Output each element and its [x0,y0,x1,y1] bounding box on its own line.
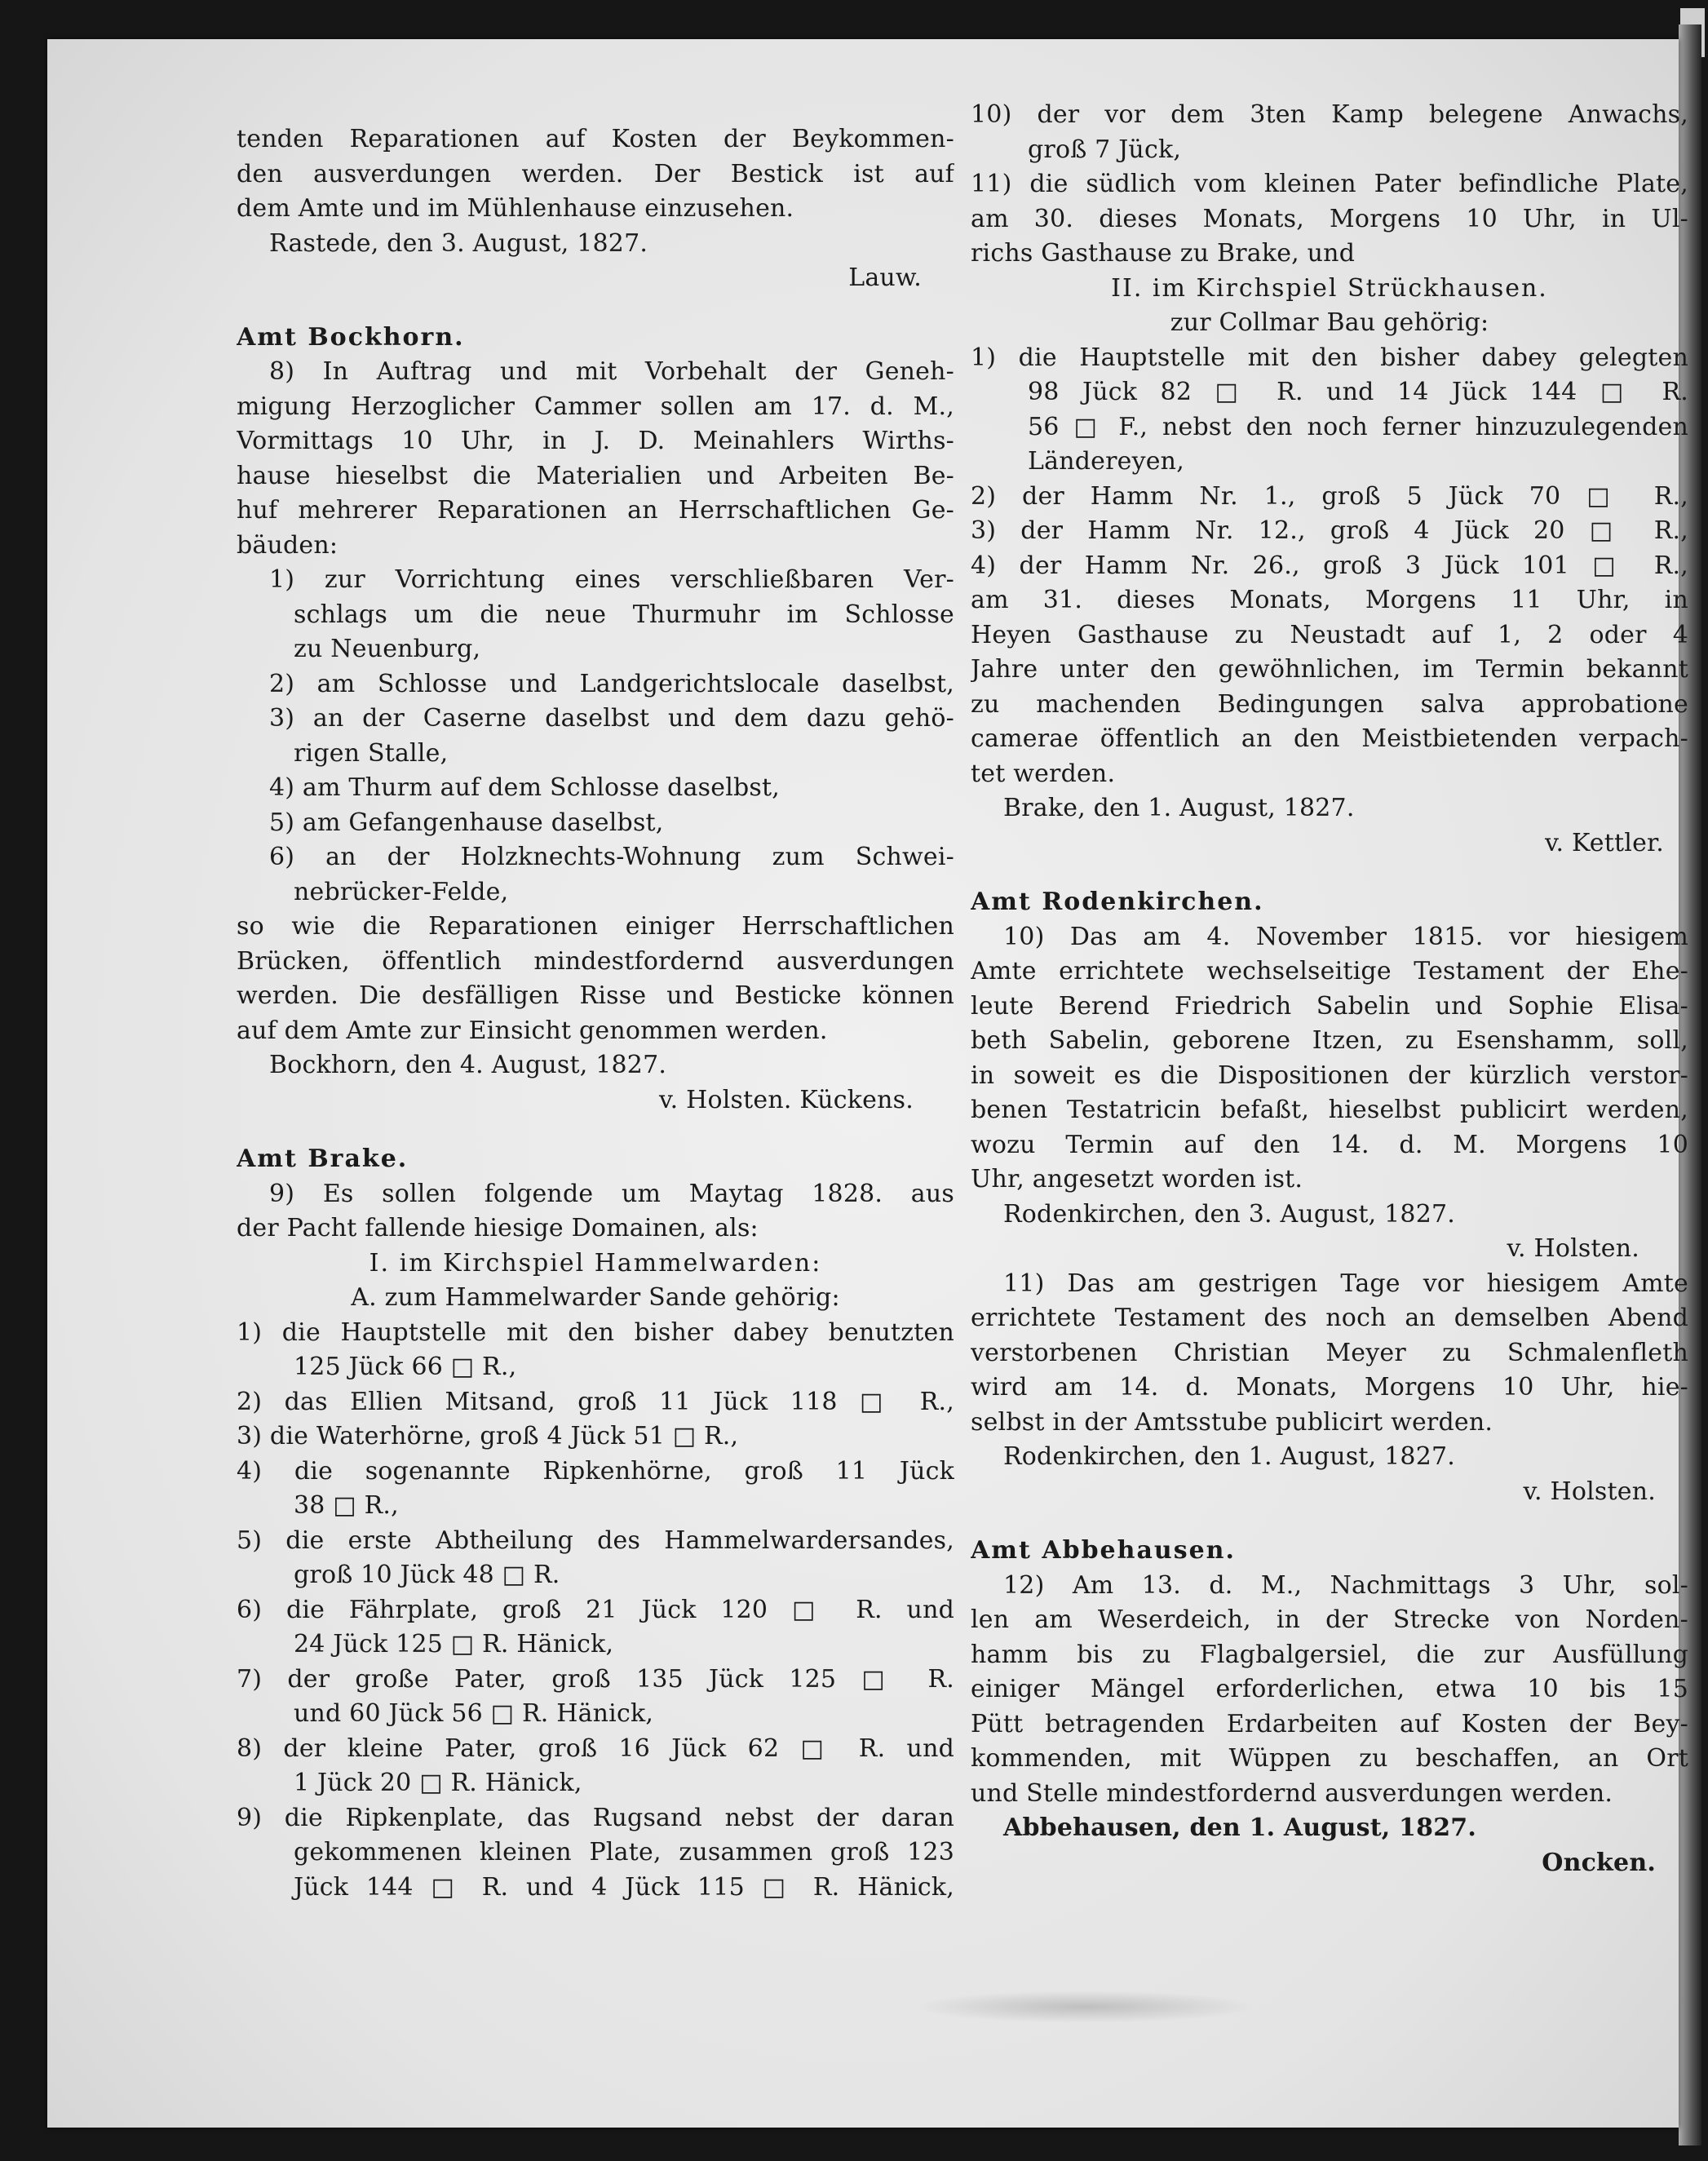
list-item: gekommenen kleinen Plate, zusammen groß 123 [294,1838,954,1867]
dateline: Abbehausen, den 1. August, 1827. [1003,1813,1476,1842]
text-line: und Stelle mindestfordernd ausverdungen werden. [971,1778,1613,1808]
text-line: am 30. dieses Monats, Morgens 10 Uhr, in Ul- [971,204,1688,233]
dateline: Brake, den 1. August, 1827. [1003,794,1355,822]
text-line: selbst in der Amtsstube publicirt werden. [971,1407,1493,1437]
text-line: Uhr, angesetzt worden ist. [971,1165,1303,1193]
list-item: 98 Jück 82 □ R. und 14 Jück 144 □ R. [1028,378,1688,406]
text-line: richs Gasthause zu Brake, und [971,239,1356,268]
list-item: nebrücker-Felde, [294,877,509,906]
signature: v. Kettler. [1544,828,1664,857]
text-line: den ausverdungen werden. Der Bestick ist auf [237,159,954,188]
list-item: zu Neuenburg, [294,635,481,663]
text-line: Amte errichtete wechselseitige Testament der Ehe- [971,957,1688,985]
text-line: benen Testatricin befaßt, hieselbst publicirt werden, [971,1096,1688,1124]
list-item: 10) der vor dem 3ten Kamp belegene Anwachs, [971,100,1688,129]
dateline: Rastede, den 3. August, 1827. [269,228,648,258]
subheading: A. zum Hammelwarder Sande gehörig: [351,1283,840,1312]
text-line: 12) Am 13. d. M., Nachmittags 3 Uhr, sol- [1003,1570,1688,1600]
text-line: Pütt betragenden Erdarbeiten auf Kosten der Bey- [971,1709,1688,1738]
list-item: 9) die Ripkenplate, das Rugsand nebst der daran [237,1803,954,1832]
list-item: 4) der Hamm Nr. 26., groß 3 Jück 101 □ R., [971,551,1688,580]
text-line: wird am 14. d. Monats, Morgens 10 Uhr, hie- [971,1373,1688,1402]
list-item: und 60 Jück 56 □ R. Hänick, [294,1699,654,1728]
text-line: errichtete Testament des noch an demselben Abend [971,1304,1688,1332]
text-line: so wie die Reparationen einiger Herrschaftlichen [237,912,954,941]
list-item: groß 7 Jück, [1028,135,1182,164]
list-item: 7) der große Pater, groß 135 Jück 125 □ R. [237,1664,954,1694]
list-item: 6) an der Holzknechts-Wohnung zum Schwei- [269,843,954,871]
signature: v. Holsten. [1523,1477,1656,1506]
dateline: Rodenkirchen, den 1. August, 1827. [1003,1442,1456,1471]
text-line: tet werden. [971,759,1116,788]
list-item: 3) an der Caserne daselbst und dem dazu gehö- [269,704,954,733]
list-item: 38 □ R., [294,1491,399,1520]
list-item: 4) die sogenannte Ripkenhörne, groß 11 Jück [237,1456,954,1486]
text-line: Heyen Gasthause zu Neustadt auf 1, 2 oder 4 [971,620,1688,649]
list-item: 1) zur Vorrichtung eines verschließbaren Ver- [269,565,954,594]
text-line: einiger Mängel erforderlichen, etwa 10 bis 15 [971,1675,1688,1703]
left-column [237,122,954,1905]
text-line: Jahre unter den gewöhnlichen, im Termin bekannt [971,655,1688,684]
list-item: 2) am Schlosse und Landgerichtslocale daselbst, [269,669,954,698]
list-item: Jück 144 □ R. und 4 Jück 115 □ R. Hänick, [294,1872,954,1902]
text-line: wozu Termin auf den 14. d. M. Morgens 10 [971,1130,1688,1159]
list-item: 8) der kleine Pater, groß 16 Jück 62 □ R. und [237,1734,954,1763]
text-line: len am Weserdeich, in der Strecke von Norden- [971,1605,1688,1634]
text-line: kommenden, mit Wüppen zu beschaffen, an Ort [971,1744,1688,1773]
text-line: Vormittags 10 Uhr, in J. D. Meinahlers Wirths- [237,427,954,455]
text-line: migung Herzoglicher Cammer sollen am 17. d. M., [237,392,954,421]
list-item: 1 Jück 20 □ R. Hänick, [294,1769,582,1797]
text-line: camerae öffentlich an den Meistbietenden verpach- [971,724,1688,753]
list-item: Ländereyen, [1028,447,1184,476]
signature: Oncken. [1542,1848,1656,1877]
dateline: Rodenkirchen, den 3. August, 1827. [1003,1199,1456,1229]
signature: v. Holsten. [1507,1234,1639,1263]
ink-bleed-mark [914,1991,1256,2023]
signature: Lauw. [848,263,922,292]
list-item: 3) die Waterhörne, groß 4 Jück 51 □ R., [237,1422,739,1450]
section-heading-bockhorn: Amt Bockhorn. [237,322,465,352]
right-column [971,100,1688,1880]
text-line: huf mehrerer Reparationen an Herrschaftlichen Ge- [237,496,954,525]
list-item: 2) das Ellien Mitsand, groß 11 Jück 118 □ R., [237,1387,954,1416]
list-item: 5) die erste Abtheilung des Hammelwardersandes, [237,1526,954,1555]
section-heading-abbehausen: Amt Abbehausen. [971,1536,1236,1565]
text-line: der Pacht fallende hiesige Domainen, als: [237,1214,759,1242]
text-line: leute Berend Friedrich Sabelin und Sophie Elisa- [971,991,1688,1021]
text-line: hause hieselbst die Materialien und Arbeiten Be- [237,461,954,490]
list-item: 11) die südlich vom kleinen Pater befindliche Plate, [971,170,1688,198]
text-line: beth Sabelin, geborene Itzen, zu Esenshamm, soll, [971,1026,1688,1055]
list-item: 6) die Fährplate, groß 21 Jück 120 □ R. und [237,1595,954,1624]
text-line: bäuden: [237,530,339,560]
subheading: I. im Kirchspiel Hammelwarden: [369,1248,822,1278]
section-heading-rodenkirchen: Amt Rodenkirchen. [971,888,1264,916]
text-line: tenden Reparationen auf Kosten der Beykommen- [237,125,954,153]
list-item: 24 Jück 125 □ R. Hänick, [294,1630,614,1658]
text-line: 10) Das am 4. November 1815. vor hiesigem [1003,922,1688,951]
text-line: werden. Die desfälligen Risse und Besticke können [237,981,954,1010]
list-item: 56 □ F., nebst den noch ferner hinzuzulegenden [1028,412,1688,441]
list-item: 125 Jück 66 □ R., [294,1353,517,1381]
list-item: 4) am Thurm auf dem Schlosse daselbst, [269,773,780,802]
text-line: 11) Das am gestrigen Tage vor hiesigem Amte [1003,1269,1688,1298]
text-line: auf dem Amte zur Einsicht genommen werden. [237,1016,828,1045]
list-item: 2) der Hamm Nr. 1., groß 5 Jück 70 □ R., [971,481,1688,511]
dateline: Bockhorn, den 4. August, 1827. [269,1051,667,1079]
text-line: am 31. dieses Monats, Morgens 11 Uhr, in [971,586,1688,614]
list-item: 5) am Gefangenhause daselbst, [269,808,664,837]
text-line: zu machenden Bedingungen salva approbatione [971,689,1688,719]
list-item: rigen Stalle, [294,738,449,768]
text-line: hamm bis zu Flagbalgersiel, die zur Ausfüllung [971,1640,1688,1669]
signature: v. Holsten. Kückens. [659,1085,914,1114]
list-item: 1) die Hauptstelle mit den bisher dabey benutzten [237,1317,954,1347]
list-item: 3) der Hamm Nr. 12., groß 4 Jück 20 □ R., [971,516,1688,545]
text-line: Brücken, öffentlich mindestfordernd ausverdungen [237,946,954,976]
text-line: dem Amte und im Mühlenhause einzusehen. [237,194,794,223]
list-item: schlags um die neue Thurmuhr im Schlosse [294,600,954,629]
text-line: verstorbenen Christian Meyer zu Schmalenfleth [971,1338,1688,1367]
section-heading-brake: Amt Brake. [237,1145,409,1173]
text-line: in soweit es die Dispositionen der kürzlich verstor- [971,1061,1688,1090]
text-line: 9) Es sollen folgende um Maytag 1828. aus [269,1179,954,1208]
list-item: groß 10 Jück 48 □ R. [294,1561,560,1589]
subheading: II. im Kirchspiel Strückhausen. [1111,273,1548,303]
text-line: 8) In Auftrag und mit Vorbehalt der Geneh- [269,357,954,386]
subheading: zur Collmar Bau gehörig: [1170,308,1489,337]
list-item: 1) die Hauptstelle mit den bisher dabey gelegten [971,343,1688,372]
